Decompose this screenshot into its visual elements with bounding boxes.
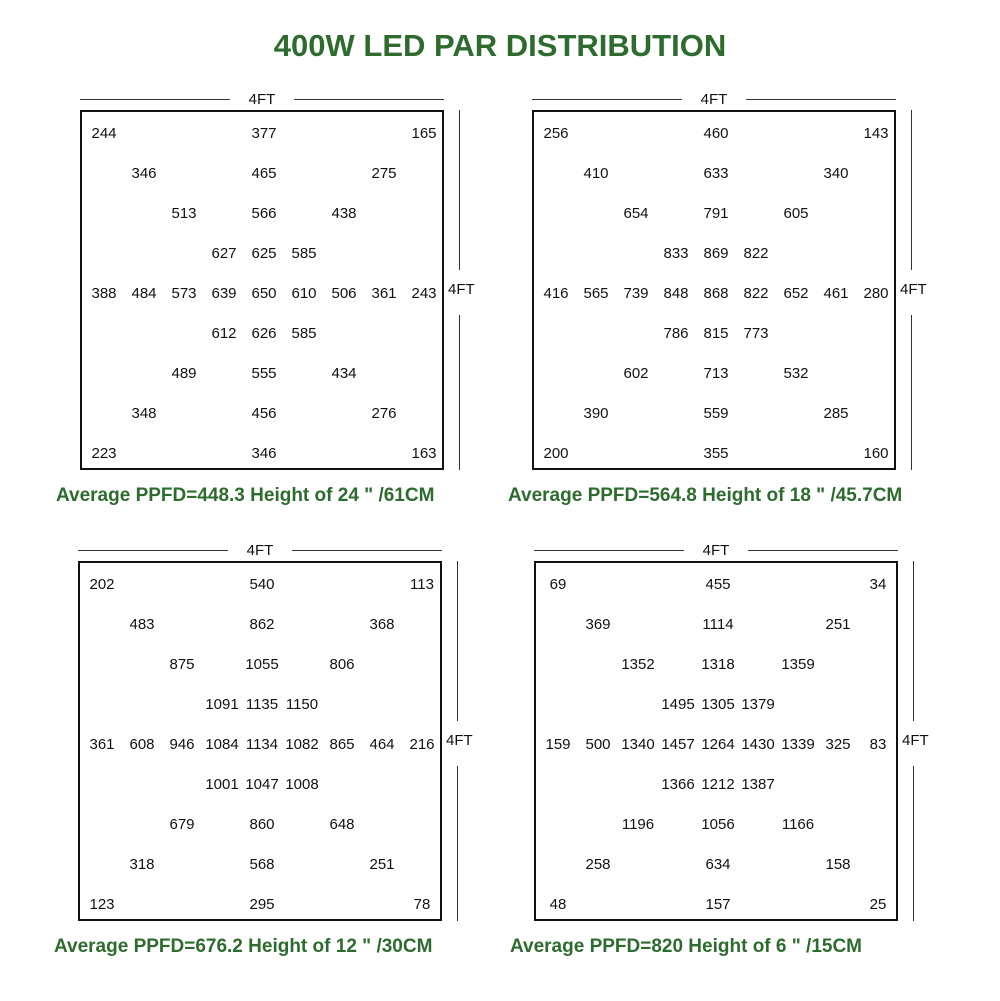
- ppfd-reading: 1212: [701, 776, 735, 793]
- dimension-line: [457, 766, 458, 921]
- width-label: 4FT: [248, 91, 276, 108]
- ppfd-panel-6in: [510, 541, 1000, 1001]
- ppfd-reading: 1008: [285, 776, 319, 793]
- ppfd-reading: 639: [211, 285, 237, 302]
- ppfd-reading: 163: [411, 445, 437, 462]
- ppfd-reading: 650: [251, 285, 277, 302]
- ppfd-reading: 786: [663, 325, 689, 342]
- ppfd-reading: 377: [251, 125, 277, 142]
- ppfd-reading: 602: [623, 365, 649, 382]
- dimension-line: [534, 550, 684, 551]
- ppfd-reading: 532: [783, 365, 809, 382]
- ppfd-grid: [532, 110, 896, 470]
- dimension-line: [292, 550, 442, 551]
- ppfd-reading: 244: [91, 125, 117, 142]
- ppfd-reading: 295: [249, 896, 275, 913]
- ppfd-reading: 868: [703, 285, 729, 302]
- ppfd-reading: 625: [251, 245, 277, 262]
- ppfd-reading: 159: [545, 736, 571, 753]
- ppfd-reading: 513: [171, 205, 197, 222]
- ppfd-reading: 555: [251, 365, 277, 382]
- ppfd-reading: 434: [331, 365, 357, 382]
- ppfd-reading: 875: [169, 656, 195, 673]
- ppfd-reading: 1264: [701, 736, 735, 753]
- height-dimension: [446, 561, 494, 921]
- ppfd-reading: 325: [825, 736, 851, 753]
- ppfd-reading: 410: [583, 165, 609, 182]
- height-dimension: [902, 561, 950, 921]
- ppfd-reading: 1047: [245, 776, 279, 793]
- ppfd-reading: 540: [249, 576, 275, 593]
- ppfd-reading: 1359: [781, 656, 815, 673]
- depth-label: 4FT: [446, 732, 473, 749]
- ppfd-reading: 1135: [245, 696, 279, 713]
- dimension-line: [80, 99, 230, 100]
- ppfd-reading: 160: [863, 445, 889, 462]
- ppfd-reading: 1457: [661, 736, 695, 753]
- ppfd-reading: 251: [825, 616, 851, 633]
- dimension-line: [459, 315, 460, 470]
- width-dimension: [80, 90, 444, 110]
- ppfd-reading: 216: [409, 736, 435, 753]
- average-ppfd-caption: Average PPFD=564.8 Height of 18 " /45.7CM: [508, 485, 903, 506]
- ppfd-reading: 1196: [621, 816, 655, 833]
- ppfd-reading: 465: [251, 165, 277, 182]
- ppfd-reading: 773: [743, 325, 769, 342]
- width-label: 4FT: [246, 542, 274, 559]
- width-dimension: [534, 541, 898, 561]
- width-label: 4FT: [700, 91, 728, 108]
- ppfd-reading: 489: [171, 365, 197, 382]
- ppfd-reading: 368: [369, 616, 395, 633]
- ppfd-reading: 361: [371, 285, 397, 302]
- ppfd-reading: 1082: [285, 736, 319, 753]
- ppfd-reading: 25: [869, 896, 887, 913]
- page-title: 400W LED PAR DISTRIBUTION: [273, 28, 727, 63]
- ppfd-reading: 48: [549, 896, 567, 913]
- ppfd-reading: 865: [329, 736, 355, 753]
- width-dimension: [78, 541, 442, 561]
- ppfd-reading: 633: [703, 165, 729, 182]
- width-label: 4FT: [702, 542, 730, 559]
- ppfd-reading: 612: [211, 325, 237, 342]
- ppfd-reading: 605: [783, 205, 809, 222]
- ppfd-panel-24in: [56, 90, 550, 550]
- ppfd-reading: 652: [783, 285, 809, 302]
- ppfd-reading: 275: [371, 165, 397, 182]
- dimension-line: [78, 550, 228, 551]
- ppfd-reading: 1495: [661, 696, 695, 713]
- dimension-line: [911, 315, 912, 470]
- ppfd-reading: 739: [623, 285, 649, 302]
- ppfd-reading: 200: [543, 445, 569, 462]
- ppfd-reading: 713: [703, 365, 729, 382]
- ppfd-grid: [534, 561, 898, 921]
- dimension-line: [532, 99, 682, 100]
- ppfd-reading: 69: [549, 576, 567, 593]
- ppfd-reading: 202: [89, 576, 115, 593]
- ppfd-reading: 123: [89, 896, 115, 913]
- width-dimension: [532, 90, 896, 110]
- ppfd-reading: 565: [583, 285, 609, 302]
- ppfd-reading: 822: [743, 245, 769, 262]
- ppfd-reading: 438: [331, 205, 357, 222]
- ppfd-reading: 416: [543, 285, 569, 302]
- ppfd-reading: 559: [703, 405, 729, 422]
- ppfd-reading: 388: [91, 285, 117, 302]
- ppfd-reading: 165: [411, 125, 437, 142]
- ppfd-reading: 464: [369, 736, 395, 753]
- ppfd-reading: 390: [583, 405, 609, 422]
- ppfd-reading: 243: [411, 285, 437, 302]
- ppfd-reading: 568: [249, 856, 275, 873]
- ppfd-reading: 1055: [245, 656, 279, 673]
- ppfd-grid: [78, 561, 442, 921]
- ppfd-reading: 340: [823, 165, 849, 182]
- ppfd-reading: 251: [369, 856, 395, 873]
- ppfd-reading: 833: [663, 245, 689, 262]
- ppfd-reading: 806: [329, 656, 355, 673]
- ppfd-reading: 860: [249, 816, 275, 833]
- ppfd-reading: 461: [823, 285, 849, 302]
- ppfd-reading: 460: [703, 125, 729, 142]
- ppfd-reading: 1379: [741, 696, 775, 713]
- ppfd-reading: 573: [171, 285, 197, 302]
- ppfd-reading: 369: [585, 616, 611, 633]
- ppfd-reading: 654: [623, 205, 649, 222]
- ppfd-reading: 1318: [701, 656, 735, 673]
- ppfd-reading: 1134: [245, 736, 279, 753]
- ppfd-reading: 608: [129, 736, 155, 753]
- ppfd-reading: 1340: [621, 736, 655, 753]
- dimension-line: [459, 110, 460, 270]
- ppfd-reading: 143: [863, 125, 889, 142]
- depth-label: 4FT: [902, 732, 929, 749]
- ppfd-reading: 1305: [701, 696, 735, 713]
- ppfd-reading: 634: [705, 856, 731, 873]
- ppfd-reading: 1339: [781, 736, 815, 753]
- ppfd-reading: 258: [585, 856, 611, 873]
- ppfd-reading: 815: [703, 325, 729, 342]
- ppfd-reading: 285: [823, 405, 849, 422]
- ppfd-panel-18in: [508, 90, 1000, 550]
- ppfd-reading: 223: [91, 445, 117, 462]
- ppfd-reading: 648: [329, 816, 355, 833]
- dimension-line: [913, 766, 914, 921]
- ppfd-reading: 627: [211, 245, 237, 262]
- ppfd-grid: [80, 110, 444, 470]
- ppfd-reading: 585: [291, 245, 317, 262]
- ppfd-reading: 346: [251, 445, 277, 462]
- ppfd-reading: 1001: [205, 776, 239, 793]
- average-ppfd-caption: Average PPFD=820 Height of 6 " /15CM: [510, 936, 863, 957]
- dimension-line: [457, 561, 458, 721]
- height-dimension: [900, 110, 948, 470]
- dimension-line: [913, 561, 914, 721]
- dimension-line: [911, 110, 912, 270]
- ppfd-reading: 276: [371, 405, 397, 422]
- ppfd-reading: 848: [663, 285, 689, 302]
- ppfd-reading: 610: [291, 285, 317, 302]
- ppfd-reading: 862: [249, 616, 275, 633]
- ppfd-reading: 355: [703, 445, 729, 462]
- ppfd-reading: 506: [331, 285, 357, 302]
- ppfd-reading: 869: [703, 245, 729, 262]
- ppfd-reading: 484: [131, 285, 157, 302]
- ppfd-panel-12in: [54, 541, 548, 1001]
- ppfd-reading: 1056: [701, 816, 735, 833]
- ppfd-reading: 361: [89, 736, 115, 753]
- ppfd-reading: 78: [413, 896, 431, 913]
- ppfd-reading: 1114: [702, 616, 734, 633]
- average-ppfd-caption: Average PPFD=676.2 Height of 12 " /30CM: [54, 936, 433, 957]
- ppfd-reading: 1387: [741, 776, 775, 793]
- ppfd-reading: 1430: [741, 736, 775, 753]
- ppfd-reading: 585: [291, 325, 317, 342]
- ppfd-reading: 791: [703, 205, 729, 222]
- depth-label: 4FT: [448, 281, 475, 298]
- ppfd-reading: 157: [705, 896, 731, 913]
- ppfd-reading: 679: [169, 816, 195, 833]
- ppfd-reading: 500: [585, 736, 611, 753]
- ppfd-reading: 822: [743, 285, 769, 302]
- ppfd-reading: 1166: [781, 816, 815, 833]
- ppfd-reading: 346: [131, 165, 157, 182]
- dimension-line: [746, 99, 896, 100]
- ppfd-reading: 455: [705, 576, 731, 593]
- ppfd-reading: 280: [863, 285, 889, 302]
- ppfd-reading: 1091: [205, 696, 239, 713]
- ppfd-reading: 256: [543, 125, 569, 142]
- ppfd-reading: 1150: [285, 696, 319, 713]
- ppfd-reading: 83: [869, 736, 887, 753]
- ppfd-reading: 34: [869, 576, 887, 593]
- ppfd-reading: 318: [129, 856, 155, 873]
- ppfd-reading: 348: [131, 405, 157, 422]
- ppfd-reading: 1366: [661, 776, 695, 793]
- ppfd-reading: 456: [251, 405, 277, 422]
- ppfd-reading: 113: [410, 576, 434, 593]
- ppfd-reading: 1352: [621, 656, 655, 673]
- ppfd-reading: 566: [251, 205, 277, 222]
- dimension-line: [748, 550, 898, 551]
- depth-label: 4FT: [900, 281, 927, 298]
- ppfd-reading: 158: [825, 856, 851, 873]
- height-dimension: [448, 110, 496, 470]
- ppfd-reading: 483: [129, 616, 155, 633]
- ppfd-reading: 1084: [205, 736, 239, 753]
- dimension-line: [294, 99, 444, 100]
- average-ppfd-caption: Average PPFD=448.3 Height of 24 " /61CM: [56, 485, 435, 506]
- ppfd-reading: 946: [169, 736, 195, 753]
- ppfd-reading: 626: [251, 325, 277, 342]
